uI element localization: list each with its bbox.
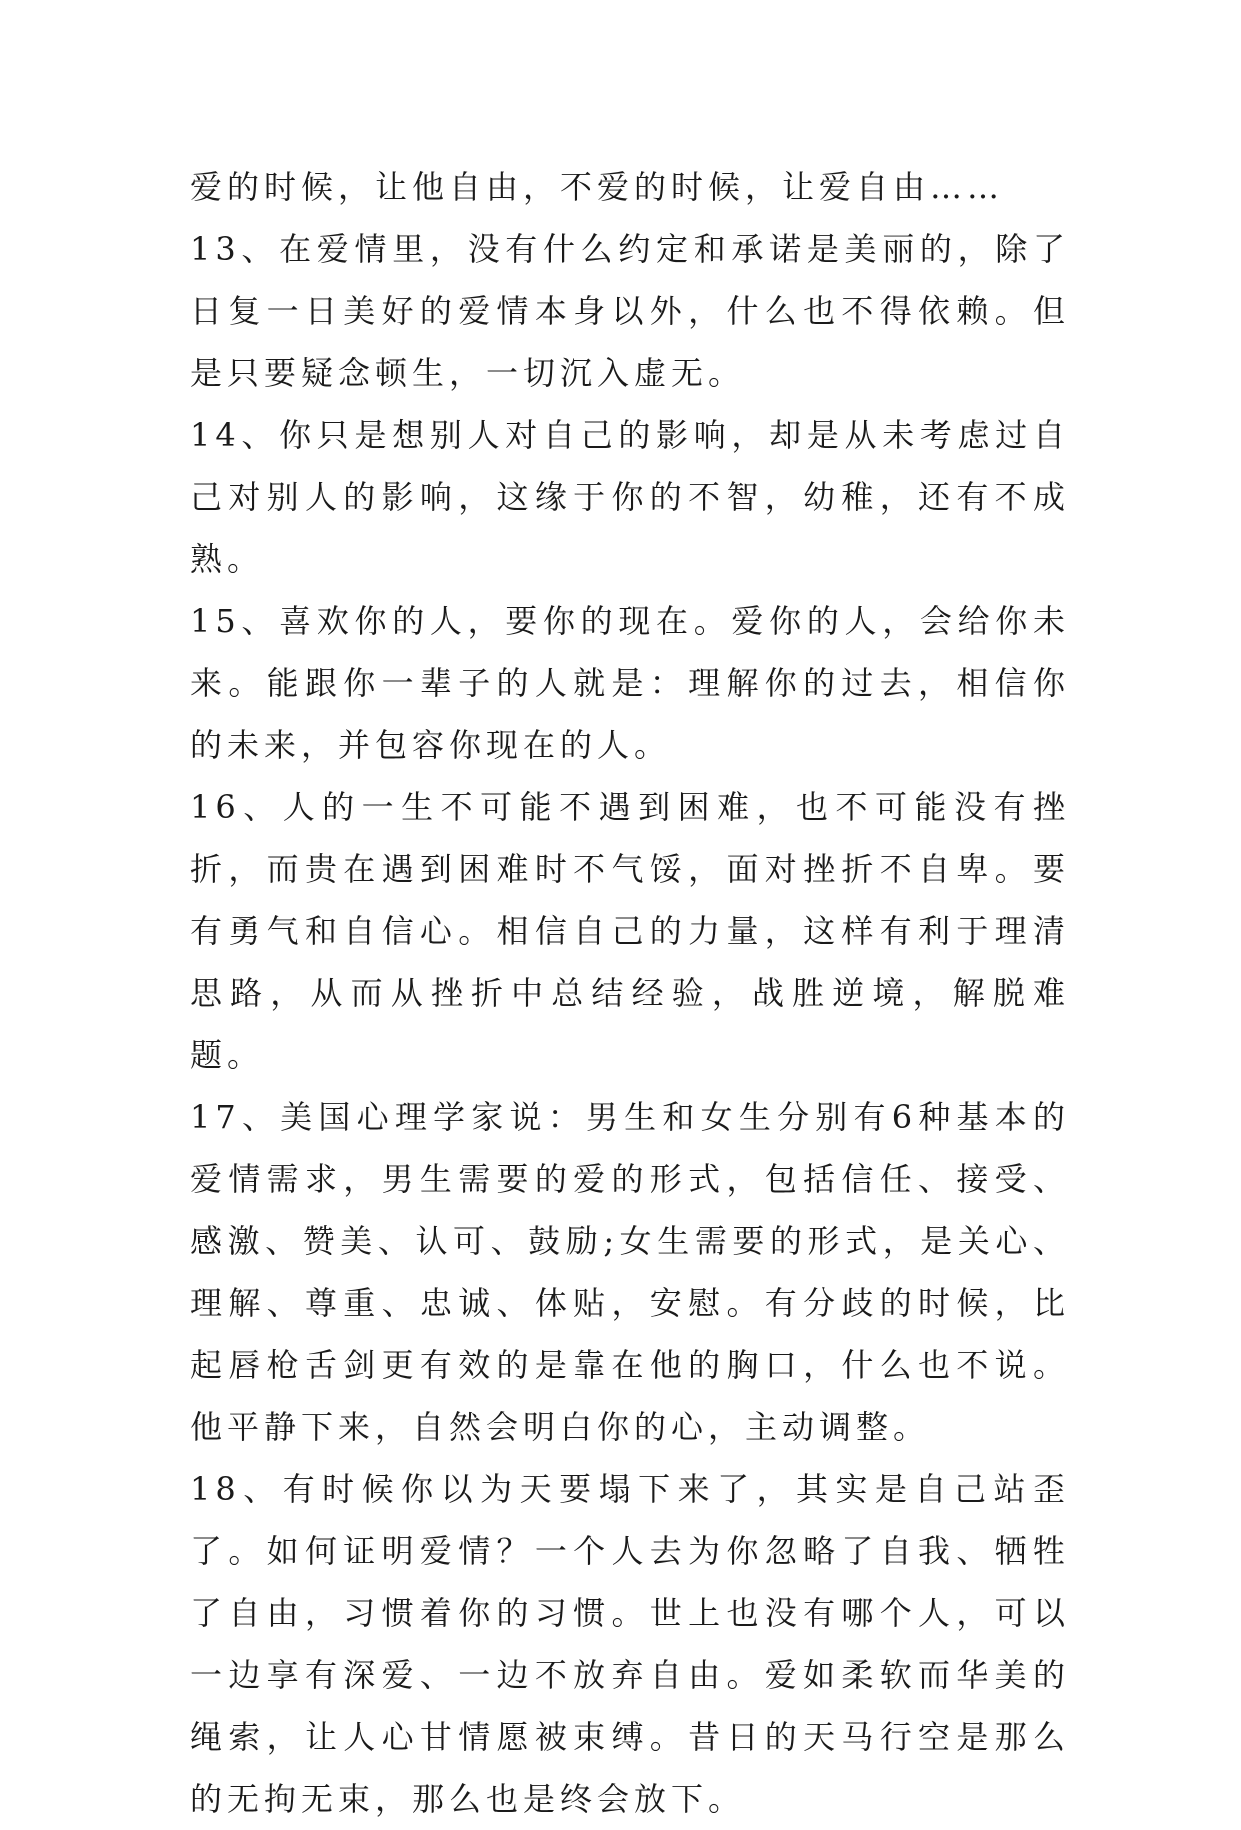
document-body [190, 156, 1070, 1830]
paragraph-13: 13、在爱情里，没有什么约定和承诺是美丽的，除了日复一日美好的爱情本身以外，什么也不得依赖。但是只要疑念顿生，一切沉入虚无。 [190, 230, 1070, 392]
paragraph-15: 15、喜欢你的人，要你的现在。爱你的人，会给你未来。能跟你一辈子的人就是：理解你的过去，相信你的未来，并包容你现在的人。 [190, 602, 1070, 764]
paragraph-17: 17、美国心理学家说：男生和女生分别有6种基本的爱情需求，男生需要的爱的形式，包括信任、接受、感激、赞美、认可、鼓励;女生需要的形式，是关心、理解、尊重、忠诚、体贴，安慰。有分歧的时候，比起唇枪舌剑更有效的是靠在他的胸口，什么也不说。他平静下来，自然会明白你的心，主动调整。 [190, 1098, 1070, 1446]
paragraph-14: 14、你只是想别人对自己的影响，却是从未考虑过自己对别人的影响，这缘于你的不智，幼稚，还有不成熟。 [190, 416, 1070, 578]
paragraph-18: 18、有时候你以为天要塌下来了，其实是自己站歪了。如何证明爱情？一个人去为你忽略了自我、牺牲了自由，习惯着你的习惯。世上也没有哪个人，可以一边享有深爱、一边不放弃自由。爱如柔软而华美的绳索，让人心甘情愿被束缚。昔日的天马行空是那么的无拘无束，那么也是终会放下。 [190, 1470, 1070, 1818]
paragraph-16: 16、人的一生不可能不遇到困难，也不可能没有挫折，而贵在遇到困难时不气馁，面对挫折不自卑。要有勇气和自信心。相信自己的力量，这样有利于理清思路，从而从挫折中总结经验，战胜逆境，解脱难题。 [190, 788, 1070, 1074]
paragraph-continuation: 爱的时候，让他自由，不爱的时候，让爱自由…… [190, 168, 1005, 206]
